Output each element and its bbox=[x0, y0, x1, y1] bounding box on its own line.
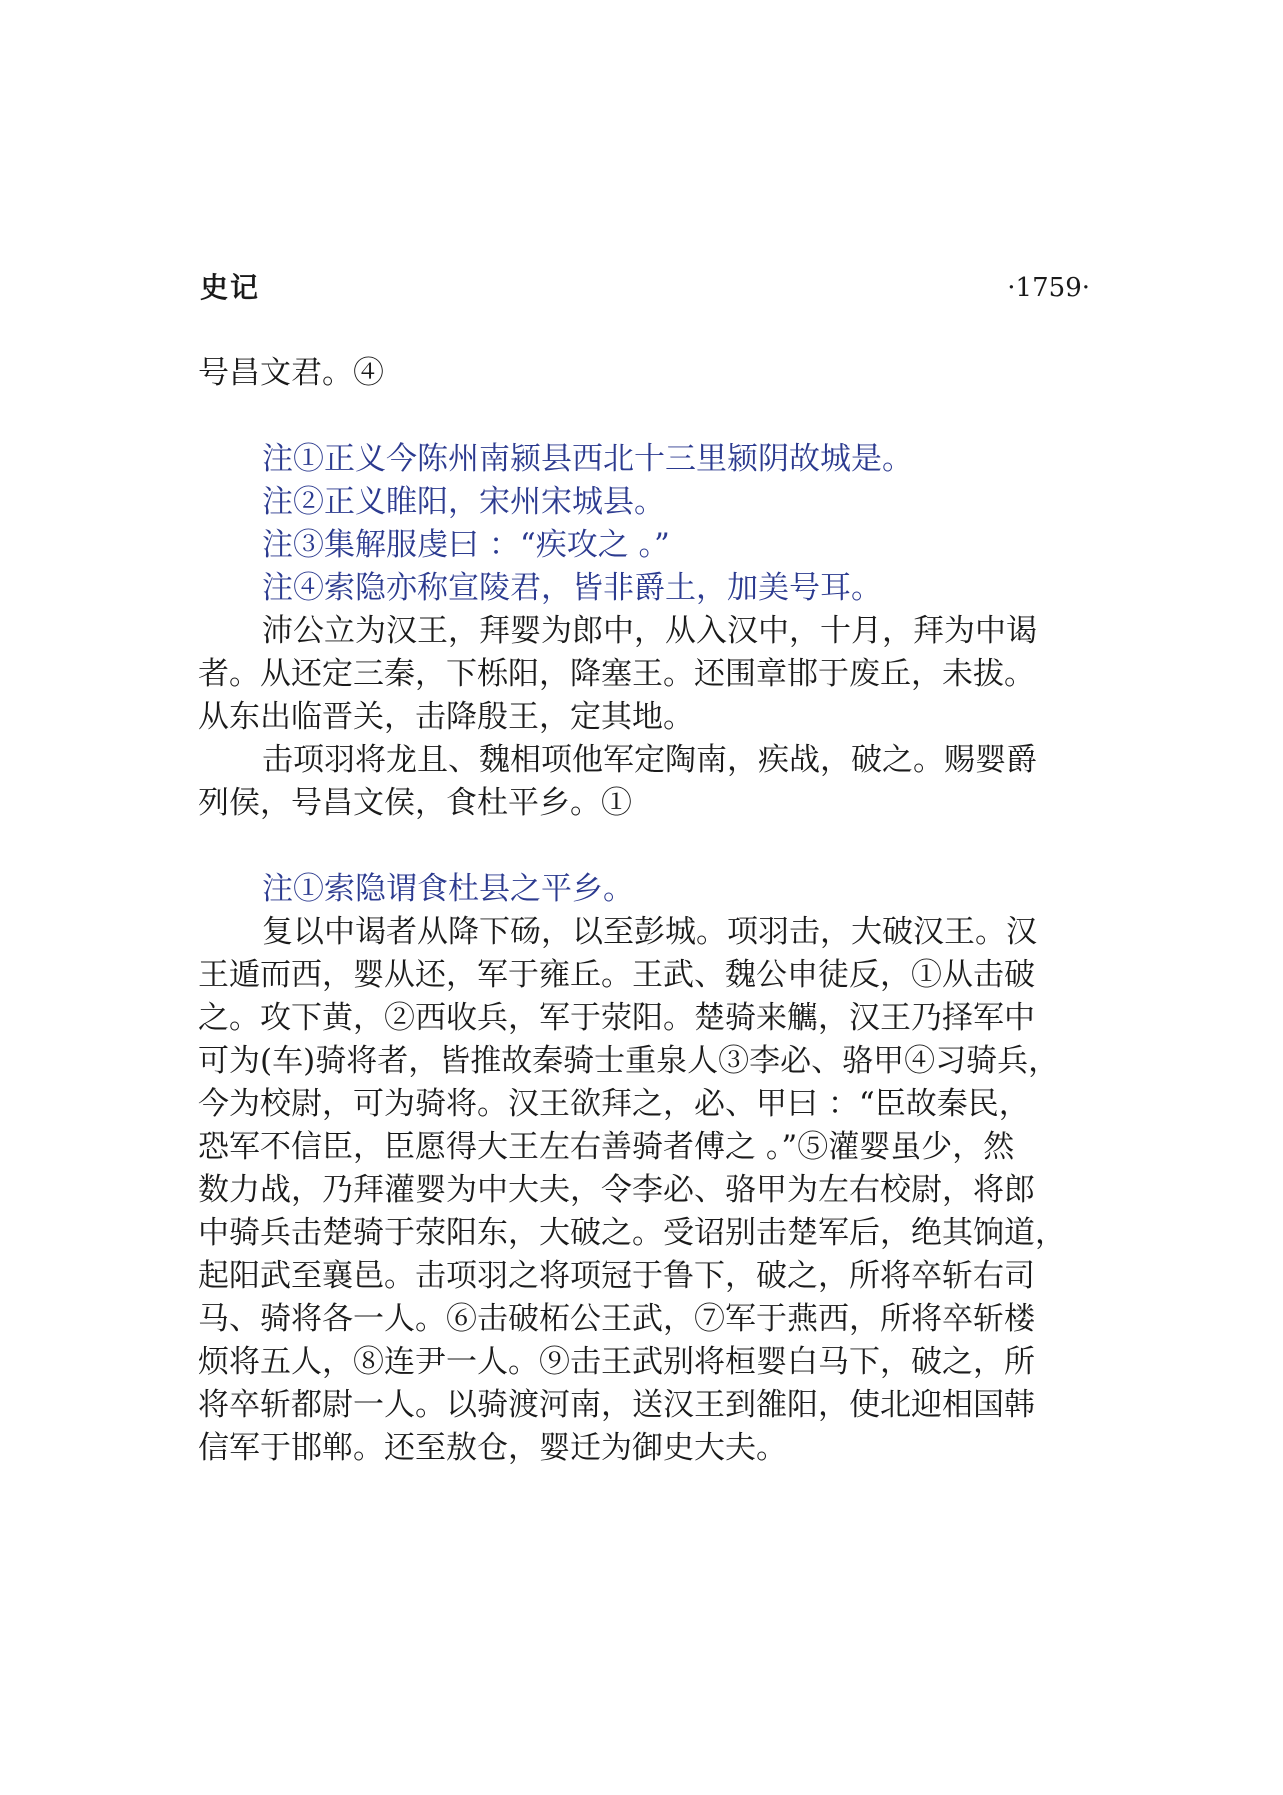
annotation-line: 注①正义今陈州南颍县西北十三里颍阴故城是。 bbox=[262, 441, 913, 477]
page-number: ·1759· bbox=[1007, 273, 1090, 303]
page-body bbox=[198, 352, 1098, 1470]
text-line: 马、骑将各一人。⑥击破柘公王武，⑦军于燕西，所将卒斩楼 bbox=[198, 1301, 1035, 1337]
spacer bbox=[198, 825, 1098, 868]
annotation-line: 注②正义睢阳，宋州宋城县。 bbox=[262, 484, 665, 520]
text-line: 号昌文君。④ bbox=[198, 355, 384, 391]
text-line: 可为(车)骑将者，皆推故秦骑士重泉人③李必、骆甲④习骑兵， bbox=[198, 1043, 1060, 1079]
annotation-line: 注③集解服虔曰 ：“疾攻之 。” bbox=[262, 527, 670, 563]
book-title: 史记 bbox=[200, 271, 261, 304]
text-line: 恐军不信臣，臣愿得大王左右善骑者傅之 。”⑤灌婴虽少，然 bbox=[198, 1129, 1015, 1165]
text-line: 复以中谒者从降下砀，以至彭城。项羽击，大破汉王。汉 bbox=[262, 914, 1037, 950]
text-line: 者。从还定三秦，下栎阳，降塞王。还围章邯于废丘，未拔。 bbox=[198, 656, 1035, 692]
text-line: 列侯，号昌文侯，食杜平乡。① bbox=[198, 785, 632, 821]
text-line: 击项羽将龙且、魏相项他军定陶南，疾战，破之。赐婴爵 bbox=[262, 742, 1037, 778]
text-line: 今为校尉，可为骑将。汉王欲拜之，必、甲曰 ：“臣故秦民， bbox=[198, 1086, 1030, 1122]
text-line: 王遁而西，婴从还，军于雍丘。王武、魏公申徒反，①从击破 bbox=[198, 957, 1035, 993]
annotation-line: 注④索隐亦称宣陵君，皆非爵土，加美号耳。 bbox=[262, 570, 882, 606]
text-line: 将卒斩都尉一人。以骑渡河南，送汉王到雒阳，使北迎相国韩 bbox=[198, 1387, 1035, 1423]
text-line: 信军于邯郸。还至敖仓，婴迁为御史大夫。 bbox=[198, 1430, 787, 1466]
text-line: 中骑兵击楚骑于荥阳东，大破之。受诏别击楚军后，绝其饷道， bbox=[198, 1215, 1066, 1251]
text-line: 数力战，乃拜灌婴为中大夫，令李必、骆甲为左右校尉，将郎 bbox=[198, 1172, 1035, 1208]
text-line: 烦将五人，⑧连尹一人。⑨击王武别将桓婴白马下，破之，所 bbox=[198, 1344, 1035, 1380]
page-header bbox=[200, 268, 1090, 308]
text-line: 起阳武至襄邑。击项羽之将项冠于鲁下，破之，所将卒斩右司 bbox=[198, 1258, 1035, 1294]
annotation-line: 注①索隐谓食杜县之平乡。 bbox=[262, 871, 634, 907]
text-line: 之。攻下黄，②西收兵，军于荥阳。楚骑来觽，汉王乃择军中 bbox=[198, 1000, 1035, 1036]
text-line: 从东出临晋关，击降殷王，定其地。 bbox=[198, 699, 694, 735]
text-line: 沛公立为汉王，拜婴为郎中，从入汉中，十月，拜为中谒 bbox=[262, 613, 1037, 649]
spacer bbox=[198, 395, 1098, 438]
